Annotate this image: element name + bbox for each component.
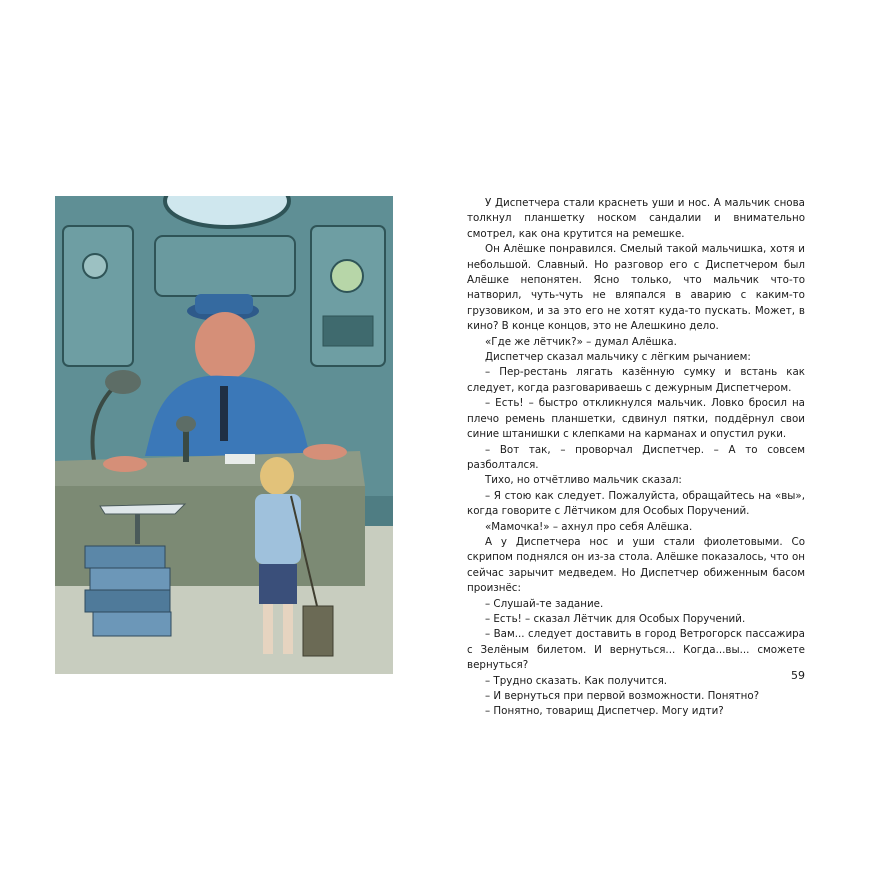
paragraph: А у Диспетчера нос и уши стали фиолетовыми. Со скрипом поднялся он из-за стола. Алёшке показалось, что он сейчас зарычит медведем. Но Диспетчер обиженным басом произнёс: bbox=[467, 535, 805, 595]
dispatcher-head bbox=[195, 312, 255, 380]
book-stack-1 bbox=[85, 546, 165, 568]
dispatcher-hand-left bbox=[103, 456, 147, 472]
gauge bbox=[83, 254, 107, 278]
boy-leg-left bbox=[263, 604, 273, 654]
paragraph: – Понятно, товарищ Диспетчер. Могу идти? bbox=[485, 705, 724, 718]
dispatcher-hand-right bbox=[303, 444, 347, 460]
boy-head bbox=[260, 457, 294, 495]
boy-shorts bbox=[259, 564, 297, 604]
paragraph: – Вот так, – проворчал Диспетчер. – А то совсем разболтался. bbox=[467, 443, 805, 471]
paragraph: Он Алёшке понравился. Смелый такой мальчишка, хотя и небольшой. Славный. Но разговор его с Диспетчером был Алёшке непонятен. Ясно только, что мальчик что-то натворил, чуть-чуть не вляпался в аварию с каким-то грузовиком, и за это его не хотят куда-то пускать. Может, в кино? В конце концов, это не Алешкино дело. bbox=[467, 243, 805, 333]
book-stack-2 bbox=[90, 568, 170, 590]
paragraph: – И вернуться при первой возможности. Понятно? bbox=[485, 690, 760, 702]
dispatcher-cap bbox=[195, 294, 253, 314]
radar-screen bbox=[331, 260, 363, 292]
wall-panel-center bbox=[155, 236, 295, 296]
paragraph: «Где же лётчик?» – думал Алёшка. bbox=[485, 335, 677, 348]
papers bbox=[225, 454, 255, 464]
illustration-dispatcher-and-boy bbox=[55, 196, 393, 674]
boy-leg-right bbox=[283, 604, 293, 654]
paragraph: – Вам... следует доставить в город Ветрогорск пассажира с Зелёным билетом. И вернуться... Когда...вы... сможете вернуться? bbox=[467, 628, 805, 672]
paragraph: Тихо, но отчётливо мальчик сказал: bbox=[485, 474, 682, 487]
microphone bbox=[176, 416, 196, 432]
paragraph: – Пер-рестань лягать казённую сумку и встань как следует, когда разговариваешь с дежурным Диспетчером. bbox=[467, 366, 805, 394]
airplane-stand bbox=[135, 514, 140, 544]
paragraph: «Мамочка!» – ахнул про себя Алёшка. bbox=[485, 520, 693, 533]
paragraph: – Есть! – сказал Лётчик для Особых Поручений. bbox=[485, 612, 746, 625]
page-number: 59 bbox=[791, 669, 805, 682]
paragraph: Диспетчер сказал мальчику с лёгким рычанием: bbox=[485, 351, 751, 364]
paragraph: У Диспетчера стали краснеть уши и нос. А мальчик снова толкнул планшетку носком сандалии и внимательно смотрел, как она крутится на ремешке. bbox=[467, 197, 805, 240]
paragraph: – Я стою как следует. Пожалуйста, обращайтесь на «вы», когда говорите с Лётчиком для Особых Поручений. bbox=[467, 489, 805, 518]
boy-satchel bbox=[303, 606, 333, 656]
paragraph: – Трудно сказать. Как получится. bbox=[485, 674, 668, 687]
book-stack-4 bbox=[93, 612, 171, 636]
control-panel bbox=[323, 316, 373, 346]
paragraph: – Есть! – быстро откликнулся мальчик. Ловко бросил на плечо ремень планшетки, сдвинул пятки, поддёрнул свои синие штанишки с клепками на карманах и опустил руки. bbox=[467, 397, 805, 441]
paragraph: – Слушай-те задание. bbox=[485, 597, 604, 610]
wall-panel-left bbox=[63, 226, 133, 366]
lamp-shade bbox=[105, 370, 141, 394]
airplane-model bbox=[100, 504, 185, 514]
boy-shirt bbox=[255, 494, 301, 564]
page-text bbox=[467, 196, 805, 720]
book-stack-3 bbox=[85, 590, 170, 612]
dispatcher-tie bbox=[220, 386, 228, 441]
